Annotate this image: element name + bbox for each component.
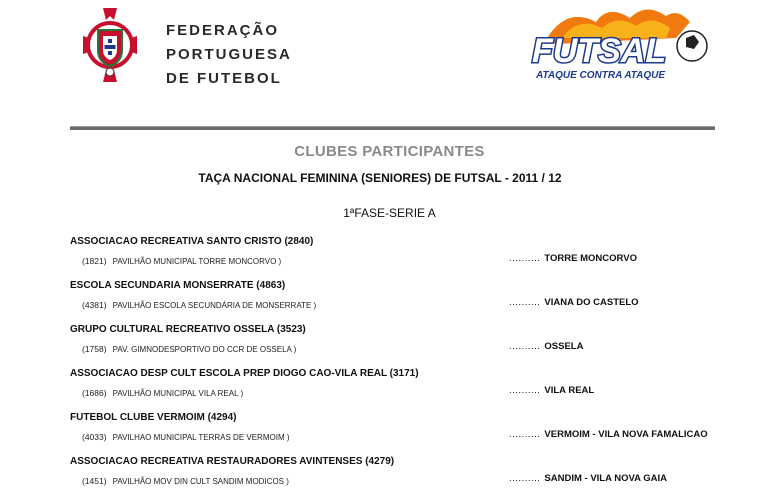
city-leader: .......... bbox=[509, 473, 541, 484]
city-name: TORRE MONCORVO bbox=[544, 253, 637, 264]
club-name: GRUPO CULTURAL RECREATIVO OSSELA (3523) bbox=[70, 324, 306, 335]
city-name: VIANA DO CASTELO bbox=[544, 297, 639, 308]
venue-code: (1686) bbox=[82, 388, 107, 398]
competition-title: TAÇA NACIONAL FEMININA (SENIORES) DE FUTSAL - 2011 / 12 bbox=[198, 171, 562, 185]
club-city bbox=[509, 297, 639, 308]
futsal-logo-word: FUTSAL bbox=[532, 32, 667, 70]
club-entry bbox=[0, 236, 779, 280]
club-entry bbox=[0, 280, 779, 324]
club-name: ASSOCIACAO RECREATIVA RESTAURADORES AVINTENSES (4279) bbox=[70, 456, 395, 467]
venue-name: PAVILHÃO MUNICIPAL VILA REAL ) bbox=[112, 389, 244, 398]
club-name: ESCOLA SECUNDARIA MONSERRATE (4863) bbox=[70, 280, 286, 291]
city-leader: .......... bbox=[509, 253, 541, 264]
city-name: OSSELA bbox=[544, 341, 584, 352]
header-divider bbox=[70, 126, 715, 130]
club-city bbox=[509, 253, 637, 264]
city-leader: .......... bbox=[509, 385, 541, 396]
federation-line-3: DE FUTEBOL bbox=[166, 70, 282, 87]
page-title: CLUBES PARTICIPANTES bbox=[294, 143, 485, 160]
venue-name: PAV. GIMNODESPORTIVO DO CCR DE OSSELA ) bbox=[112, 345, 297, 354]
club-entry bbox=[0, 456, 779, 500]
clubs-list bbox=[0, 236, 779, 500]
club-name: FUTEBOL CLUBE VERMOIM (4294) bbox=[70, 412, 237, 423]
city-leader: .......... bbox=[509, 429, 541, 440]
phase-title: 1ªFASE-SERIE A bbox=[343, 206, 436, 220]
federation-line-1: FEDERAÇÃO bbox=[166, 22, 280, 39]
venue-code: (1821) bbox=[82, 256, 107, 266]
venue-name: PAVILHAO MUNICIPAL TERRAS DE VERMOIM ) bbox=[112, 433, 290, 442]
club-entry bbox=[0, 324, 779, 368]
venue-name: PAVILHÃO MOV DIN CULT SANDIM MODICOS ) bbox=[112, 477, 289, 486]
venue-code: (1451) bbox=[82, 476, 107, 486]
venue-name: PAVILHÃO ESCOLA SECUNDÁRIA DE MONSERRATE ) bbox=[112, 301, 317, 310]
fpf-crest-logo bbox=[81, 6, 139, 84]
city-name: SANDIM - VILA NOVA GAIA bbox=[544, 473, 668, 484]
venue-code: (4381) bbox=[82, 300, 107, 310]
club-venue bbox=[82, 344, 296, 354]
club-venue bbox=[82, 300, 316, 310]
club-city bbox=[509, 341, 583, 352]
club-venue bbox=[82, 388, 243, 398]
club-city bbox=[509, 385, 594, 396]
club-entry bbox=[0, 412, 779, 456]
futsal-logo-tagline: ATAQUE CONTRA ATAQUE bbox=[536, 70, 666, 81]
city-leader: .......... bbox=[509, 341, 541, 352]
club-entry bbox=[0, 368, 779, 412]
club-city bbox=[509, 429, 708, 440]
city-leader: .......... bbox=[509, 297, 541, 308]
city-name: VILA REAL bbox=[544, 385, 595, 396]
club-name: ASSOCIACAO DESP CULT ESCOLA PREP DIOGO CAO-VILA REAL (3171) bbox=[70, 368, 419, 379]
federation-name bbox=[166, 19, 292, 91]
venue-code: (4033) bbox=[82, 432, 107, 442]
venue-code: (1758) bbox=[82, 344, 107, 354]
futsal-logo bbox=[526, 4, 712, 84]
club-venue bbox=[82, 476, 289, 486]
venue-name: PAVILHÃO MUNICIPAL TORRE MONCORVO ) bbox=[112, 257, 282, 266]
federation-line-2: PORTUGUESA bbox=[166, 46, 292, 63]
club-city bbox=[509, 473, 667, 484]
city-name: VERMOIM - VILA NOVA FAMALICAO bbox=[544, 429, 708, 440]
club-venue bbox=[82, 256, 281, 266]
club-name: ASSOCIACAO RECREATIVA SANTO CRISTO (2840) bbox=[70, 236, 314, 247]
club-venue bbox=[82, 432, 290, 442]
